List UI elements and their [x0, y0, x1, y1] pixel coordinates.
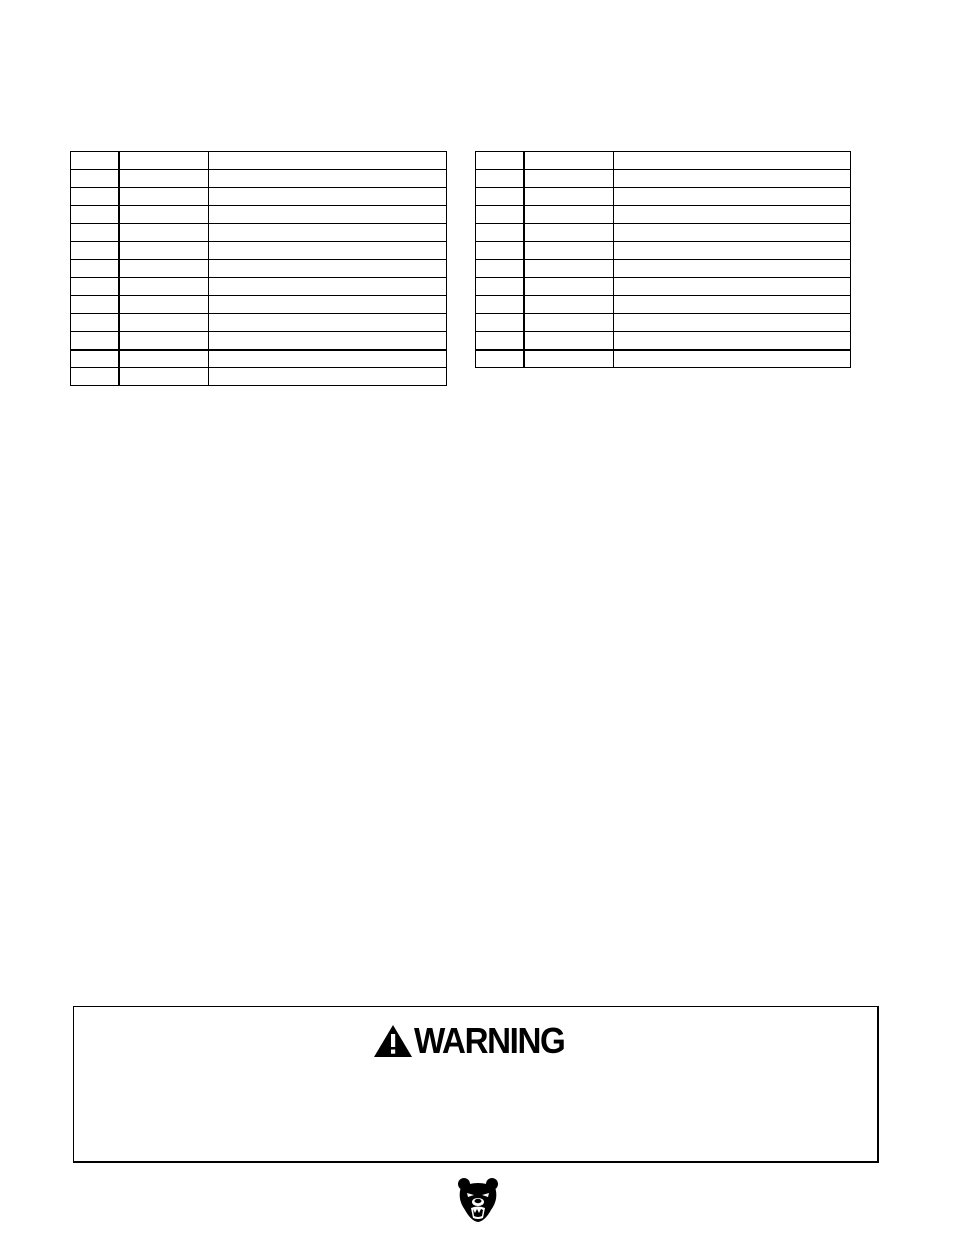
table-row: [476, 296, 851, 314]
part-number-cell: [524, 224, 614, 242]
ref-cell: [71, 152, 119, 170]
table-row: [71, 242, 447, 260]
part-number-cell: [119, 260, 209, 278]
part-number-cell: [524, 278, 614, 296]
description-cell: [614, 224, 851, 242]
ref-cell: [71, 368, 119, 386]
ref-cell: [71, 260, 119, 278]
part-number-cell: [119, 278, 209, 296]
ref-cell: [476, 152, 524, 170]
part-number-cell: [524, 314, 614, 332]
part-number-cell: [524, 260, 614, 278]
description-cell: [209, 206, 447, 224]
description-cell: [209, 296, 447, 314]
part-number-cell: [524, 206, 614, 224]
description-cell: [614, 206, 851, 224]
part-number-cell: [524, 296, 614, 314]
table-row: [71, 152, 447, 170]
table-row: [71, 332, 447, 350]
description-cell: [614, 332, 851, 350]
table-row: [71, 296, 447, 314]
part-number-cell: [119, 350, 209, 368]
table-row: [71, 368, 447, 386]
ref-cell: [71, 206, 119, 224]
ref-cell: [71, 170, 119, 188]
description-cell: [209, 368, 447, 386]
bear-head-logo: [457, 1177, 499, 1223]
ref-cell: [476, 278, 524, 296]
part-number-cell: [119, 170, 209, 188]
ref-cell: [71, 332, 119, 350]
table-row: [476, 188, 851, 206]
ref-cell: [476, 188, 524, 206]
ref-cell: [476, 260, 524, 278]
ref-cell: [71, 350, 119, 368]
description-cell: [209, 332, 447, 350]
description-cell: [614, 188, 851, 206]
ref-cell: [71, 314, 119, 332]
description-cell: [209, 224, 447, 242]
ref-cell: [71, 296, 119, 314]
ref-cell: [71, 224, 119, 242]
table-row: [71, 314, 447, 332]
description-cell: [614, 350, 851, 368]
description-cell: [614, 314, 851, 332]
description-cell: [614, 278, 851, 296]
ref-cell: [476, 224, 524, 242]
part-number-cell: [524, 242, 614, 260]
ref-cell: [476, 296, 524, 314]
part-number-cell: [119, 368, 209, 386]
table-row: [71, 206, 447, 224]
part-number-cell: [119, 332, 209, 350]
part-number-cell: [524, 170, 614, 188]
warning-title: [74, 1021, 877, 1061]
part-number-cell: [119, 188, 209, 206]
ref-cell: [71, 242, 119, 260]
table-row: [71, 224, 447, 242]
table-row: [476, 314, 851, 332]
ref-cell: [476, 314, 524, 332]
warning-triangle-icon: [373, 1024, 413, 1058]
description-cell: [614, 242, 851, 260]
ref-cell: [71, 188, 119, 206]
ref-cell: [476, 170, 524, 188]
description-cell: [209, 278, 447, 296]
description-cell: [614, 152, 851, 170]
table-row: [71, 170, 447, 188]
part-number-cell: [119, 296, 209, 314]
description-cell: [209, 350, 447, 368]
description-cell: [614, 296, 851, 314]
table-row: [476, 242, 851, 260]
description-cell: [614, 170, 851, 188]
part-number-cell: [119, 152, 209, 170]
part-number-cell: [524, 350, 614, 368]
part-number-cell: [119, 314, 209, 332]
ref-cell: [476, 350, 524, 368]
part-number-cell: [524, 332, 614, 350]
table-row: [476, 170, 851, 188]
table-row: [476, 350, 851, 368]
description-cell: [209, 242, 447, 260]
ref-cell: [71, 278, 119, 296]
description-cell: [209, 188, 447, 206]
parts-table-right: [475, 151, 851, 368]
table-row: [71, 260, 447, 278]
warning-box: [73, 1006, 879, 1163]
part-number-cell: [524, 188, 614, 206]
table-row: [71, 350, 447, 368]
ref-cell: [476, 242, 524, 260]
description-cell: [209, 314, 447, 332]
table-row: [476, 260, 851, 278]
parts-table-left: [70, 151, 447, 386]
table-row: [71, 188, 447, 206]
warning-title-text: WARNING: [414, 1020, 565, 1061]
description-cell: [209, 170, 447, 188]
parts-table-left-body: [71, 152, 447, 386]
description-cell: [209, 152, 447, 170]
table-row: [476, 152, 851, 170]
ref-cell: [476, 332, 524, 350]
ref-cell: [476, 206, 524, 224]
description-cell: [209, 260, 447, 278]
description-cell: [614, 260, 851, 278]
part-number-cell: [119, 224, 209, 242]
table-row: [476, 332, 851, 350]
part-number-cell: [524, 152, 614, 170]
table-row: [476, 206, 851, 224]
parts-table-right-body: [476, 152, 851, 368]
part-number-cell: [119, 206, 209, 224]
table-row: [476, 278, 851, 296]
table-row: [71, 278, 447, 296]
table-row: [476, 224, 851, 242]
part-number-cell: [119, 242, 209, 260]
